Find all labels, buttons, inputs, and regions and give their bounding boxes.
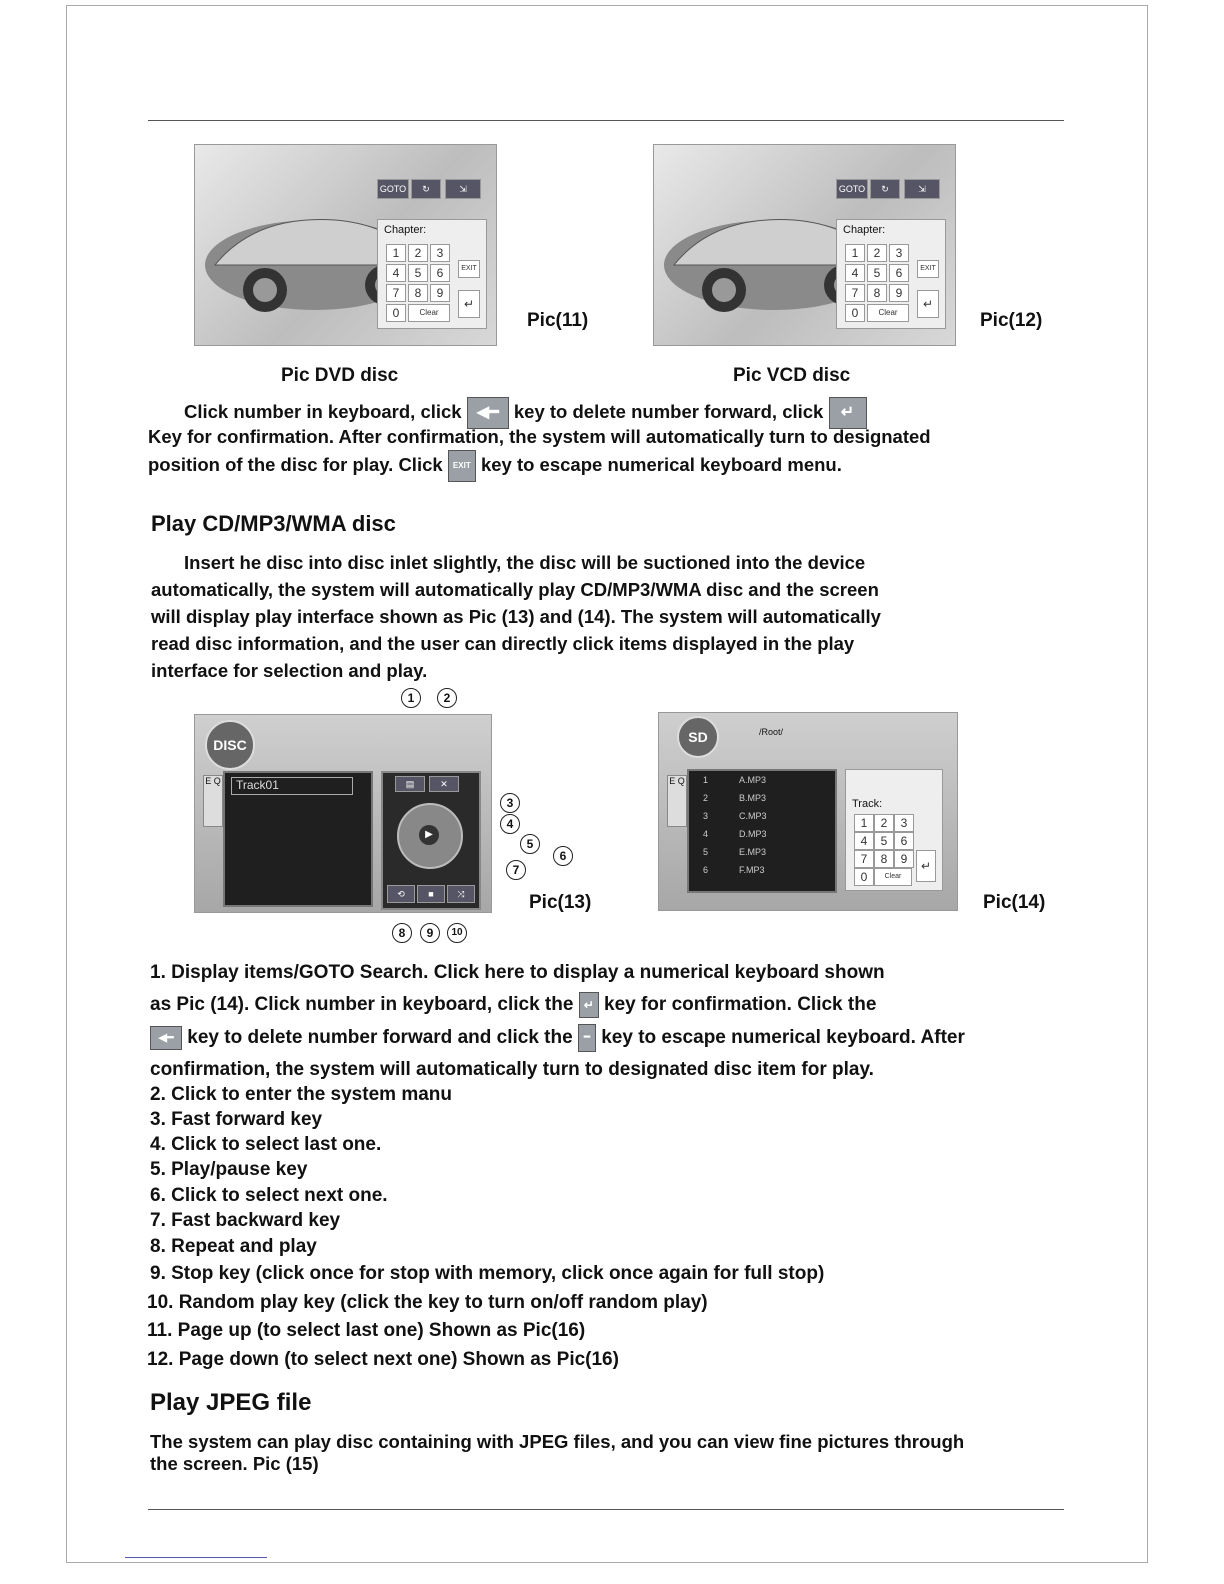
key-1[interactable]: 1 [845,244,865,262]
pic13-disc-screen [194,714,492,913]
callout-5: 5 [520,834,540,854]
key-5[interactable]: 5 [408,264,428,282]
list-item-2: 2. Click to enter the system manu [150,1084,452,1105]
intro-line3a: position of the disc for play. Click [148,453,443,475]
clear-key[interactable]: Clear [867,304,909,322]
enter-icon: ↵ [579,992,599,1018]
file-item[interactable]: E.MP3 [739,847,767,857]
numeric-keypad [836,219,946,329]
file-item[interactable]: C.MP3 [739,811,767,821]
key-5[interactable]: 5 [874,832,894,850]
file-item[interactable]: F.MP3 [739,865,765,875]
pic13-label: Pic(13) [529,892,592,913]
key-8[interactable]: 8 [874,850,894,868]
key-6[interactable]: 6 [889,264,909,282]
key-7[interactable]: 7 [386,284,406,302]
key-2[interactable]: 2 [874,814,894,832]
track-item[interactable]: Track01 [231,777,353,795]
stop-button[interactable]: ■ [417,885,445,903]
key-4[interactable]: 4 [845,264,865,282]
numeric-keypad [377,219,487,329]
enter-key[interactable]: ↵ [917,290,939,318]
close-button[interactable]: ✕ [429,776,459,792]
section2-line1: The system can play disc containing with JPEG files, and you can view fine pictures through [150,1431,965,1452]
clear-key[interactable]: Clear [408,304,450,322]
file-item[interactable]: D.MP3 [739,829,767,839]
footer-underline [125,1557,267,1558]
backspace-icon: ◀━ [150,1026,182,1050]
key-3[interactable]: 3 [889,244,909,262]
folder-path: /Root/ [759,727,784,737]
key-0[interactable]: 0 [854,868,874,886]
backspace-icon: ◀━ [467,397,509,429]
file-num: 1 [703,775,709,785]
list-text: key to escape numerical keyboard. After [601,1027,965,1049]
file-num: 3 [703,811,709,821]
disc-badge[interactable]: DISC [205,720,255,770]
list-item-10: 10. Random play key (click the key to turn on/off random play) [147,1292,708,1313]
exit-key[interactable]: EXIT [917,260,939,278]
callout-10: 10 [447,923,467,943]
key-4[interactable]: 4 [854,832,874,850]
clear-key[interactable]: Clear [874,868,912,886]
key-9[interactable]: 9 [894,850,914,868]
key-4[interactable]: 4 [386,264,406,282]
top-rule [148,120,1064,121]
key-5[interactable]: 5 [867,264,887,282]
list-item-8: 8. Repeat and play [150,1236,317,1257]
list-item-3: 3. Fast forward key [150,1109,323,1130]
list-item-1a: 1. Display items/GOTO Search. Click here to display a numerical keyboard shown [150,962,885,983]
list-item-1d: confirmation, the system will automatically turn to designated disc item for play. [150,1059,874,1080]
exit-key[interactable]: EXIT [458,260,480,278]
list-item-9: 9. Stop key (click once for stop with memory, click once again for full stop) [150,1263,825,1284]
numeric-keypad [845,769,943,891]
enter-key[interactable]: ↵ [916,850,936,882]
list-item-1c [150,1024,965,1052]
caption-vcd: Pic VCD disc [733,365,851,386]
key-6[interactable]: 6 [430,264,450,282]
list-item-7: 7. Fast backward key [150,1210,341,1231]
section1-line3: will display play interface shown as Pic (13) and (14). The system will automatically [151,606,881,627]
exit-icon: ━ [578,1024,596,1052]
file-num: 4 [703,829,709,839]
file-num: 2 [703,793,709,803]
list-text: key to delete number forward and click the [187,1027,573,1049]
key-0[interactable]: 0 [386,304,406,322]
section2-line2: the screen. Pic (15) [150,1453,319,1474]
pic12-vcd-screen [653,144,956,346]
keypad-header: Track: [852,798,883,810]
pic14-label: Pic(14) [983,892,1046,913]
key-7[interactable]: 7 [845,284,865,302]
bottom-rule [148,1509,1064,1510]
section1-line1: Insert he disc into disc inlet slightly, the disc will be suctioned into the device [184,552,866,573]
section1-line5: interface for selection and play. [151,660,428,681]
pic11-label: Pic(11) [527,310,589,331]
section1-heading: Play CD/MP3/WMA disc [151,511,396,536]
file-list [687,769,837,893]
enter-key[interactable]: ↵ [458,290,480,318]
file-item[interactable]: B.MP3 [739,793,767,803]
goto-button[interactable]: GOTO [377,179,409,199]
list-item-5: 5. Play/pause key [150,1159,308,1180]
intro-line2: Key for confirmation. After confirmation, the system will automatically turn to designated [148,426,931,447]
callout-3: 3 [500,793,520,813]
key-3[interactable]: 3 [894,814,914,832]
menu-button[interactable]: ⇲ [445,179,481,199]
section1-line4: read disc information, and the user can directly click items displayed in the play [151,633,855,654]
callout-8: 8 [392,923,412,943]
section2-heading: Play JPEG file [150,1389,312,1416]
dpad [397,803,463,869]
eq-tab[interactable]: E Q [203,775,223,827]
key-7[interactable]: 7 [854,850,874,868]
callout-6: 6 [553,846,573,866]
key-8[interactable]: 8 [408,284,428,302]
enter-icon: ↵ [829,397,867,429]
file-num: 5 [703,847,709,857]
sd-badge[interactable]: SD [677,716,719,758]
intro-line3 [148,450,842,482]
callout-4: 4 [500,814,520,834]
callout-1: 1 [401,688,421,708]
exit-icon: EXIT [448,450,476,482]
goto-button[interactable]: GOTO [836,179,868,199]
key-6[interactable]: 6 [894,832,914,850]
key-9[interactable]: 9 [430,284,450,302]
control-panel [381,771,481,910]
callout-7: 7 [506,860,526,880]
keypad-header: Chapter: [843,224,886,236]
key-2[interactable]: 2 [867,244,887,262]
intro-line1a: Click number in keyboard, click [184,400,462,422]
list-item-11: 11. Page up (to select last one) Shown as Pic(16) [147,1320,586,1341]
intro-line1b: key to delete number forward, click [513,400,824,422]
file-item[interactable]: A.MP3 [739,775,767,785]
list-item-6: 6. Click to select next one. [150,1185,388,1206]
play-pause-button[interactable]: ▶ [419,825,439,845]
list-item-12: 12. Page down (to select next one) Shown as Pic(16) [147,1349,619,1370]
list-item-4: 4. Click to select last one. [150,1134,382,1155]
intro-line3b: key to escape numerical keyboard menu. [480,453,842,475]
return-button[interactable]: ↻ [870,179,900,199]
section1-line2: automatically, the system will automatically play CD/MP3/WMA disc and the screen [151,579,879,600]
keypad-header: Chapter: [384,224,427,236]
key-1[interactable]: 1 [854,814,874,832]
random-button[interactable]: ⤨ [447,885,475,903]
list-text: key for confirmation. Click the [604,994,877,1016]
file-num: 6 [703,865,709,875]
return-button[interactable]: ↻ [411,179,441,199]
menu-button[interactable]: ⇲ [904,179,940,199]
list-text: as Pic (14). Click number in keyboard, click the [150,994,574,1016]
callout-9: 9 [420,923,440,943]
track-list [223,771,373,907]
list-item-1b [150,992,876,1018]
key-3[interactable]: 3 [430,244,450,262]
repeat-button[interactable]: ⟲ [387,885,415,903]
pic14-sd-screen [658,712,958,911]
goto-button[interactable]: ▤ [395,776,425,792]
key-8[interactable]: 8 [867,284,887,302]
pic12-label: Pic(12) [980,310,1043,331]
key-0[interactable]: 0 [845,304,865,322]
key-9[interactable]: 9 [889,284,909,302]
caption-dvd: Pic DVD disc [281,365,399,386]
key-1[interactable]: 1 [386,244,406,262]
pic11-dvd-screen [194,144,497,346]
callout-2: 2 [437,688,457,708]
key-2[interactable]: 2 [408,244,428,262]
eq-tab[interactable]: E Q [667,775,687,827]
